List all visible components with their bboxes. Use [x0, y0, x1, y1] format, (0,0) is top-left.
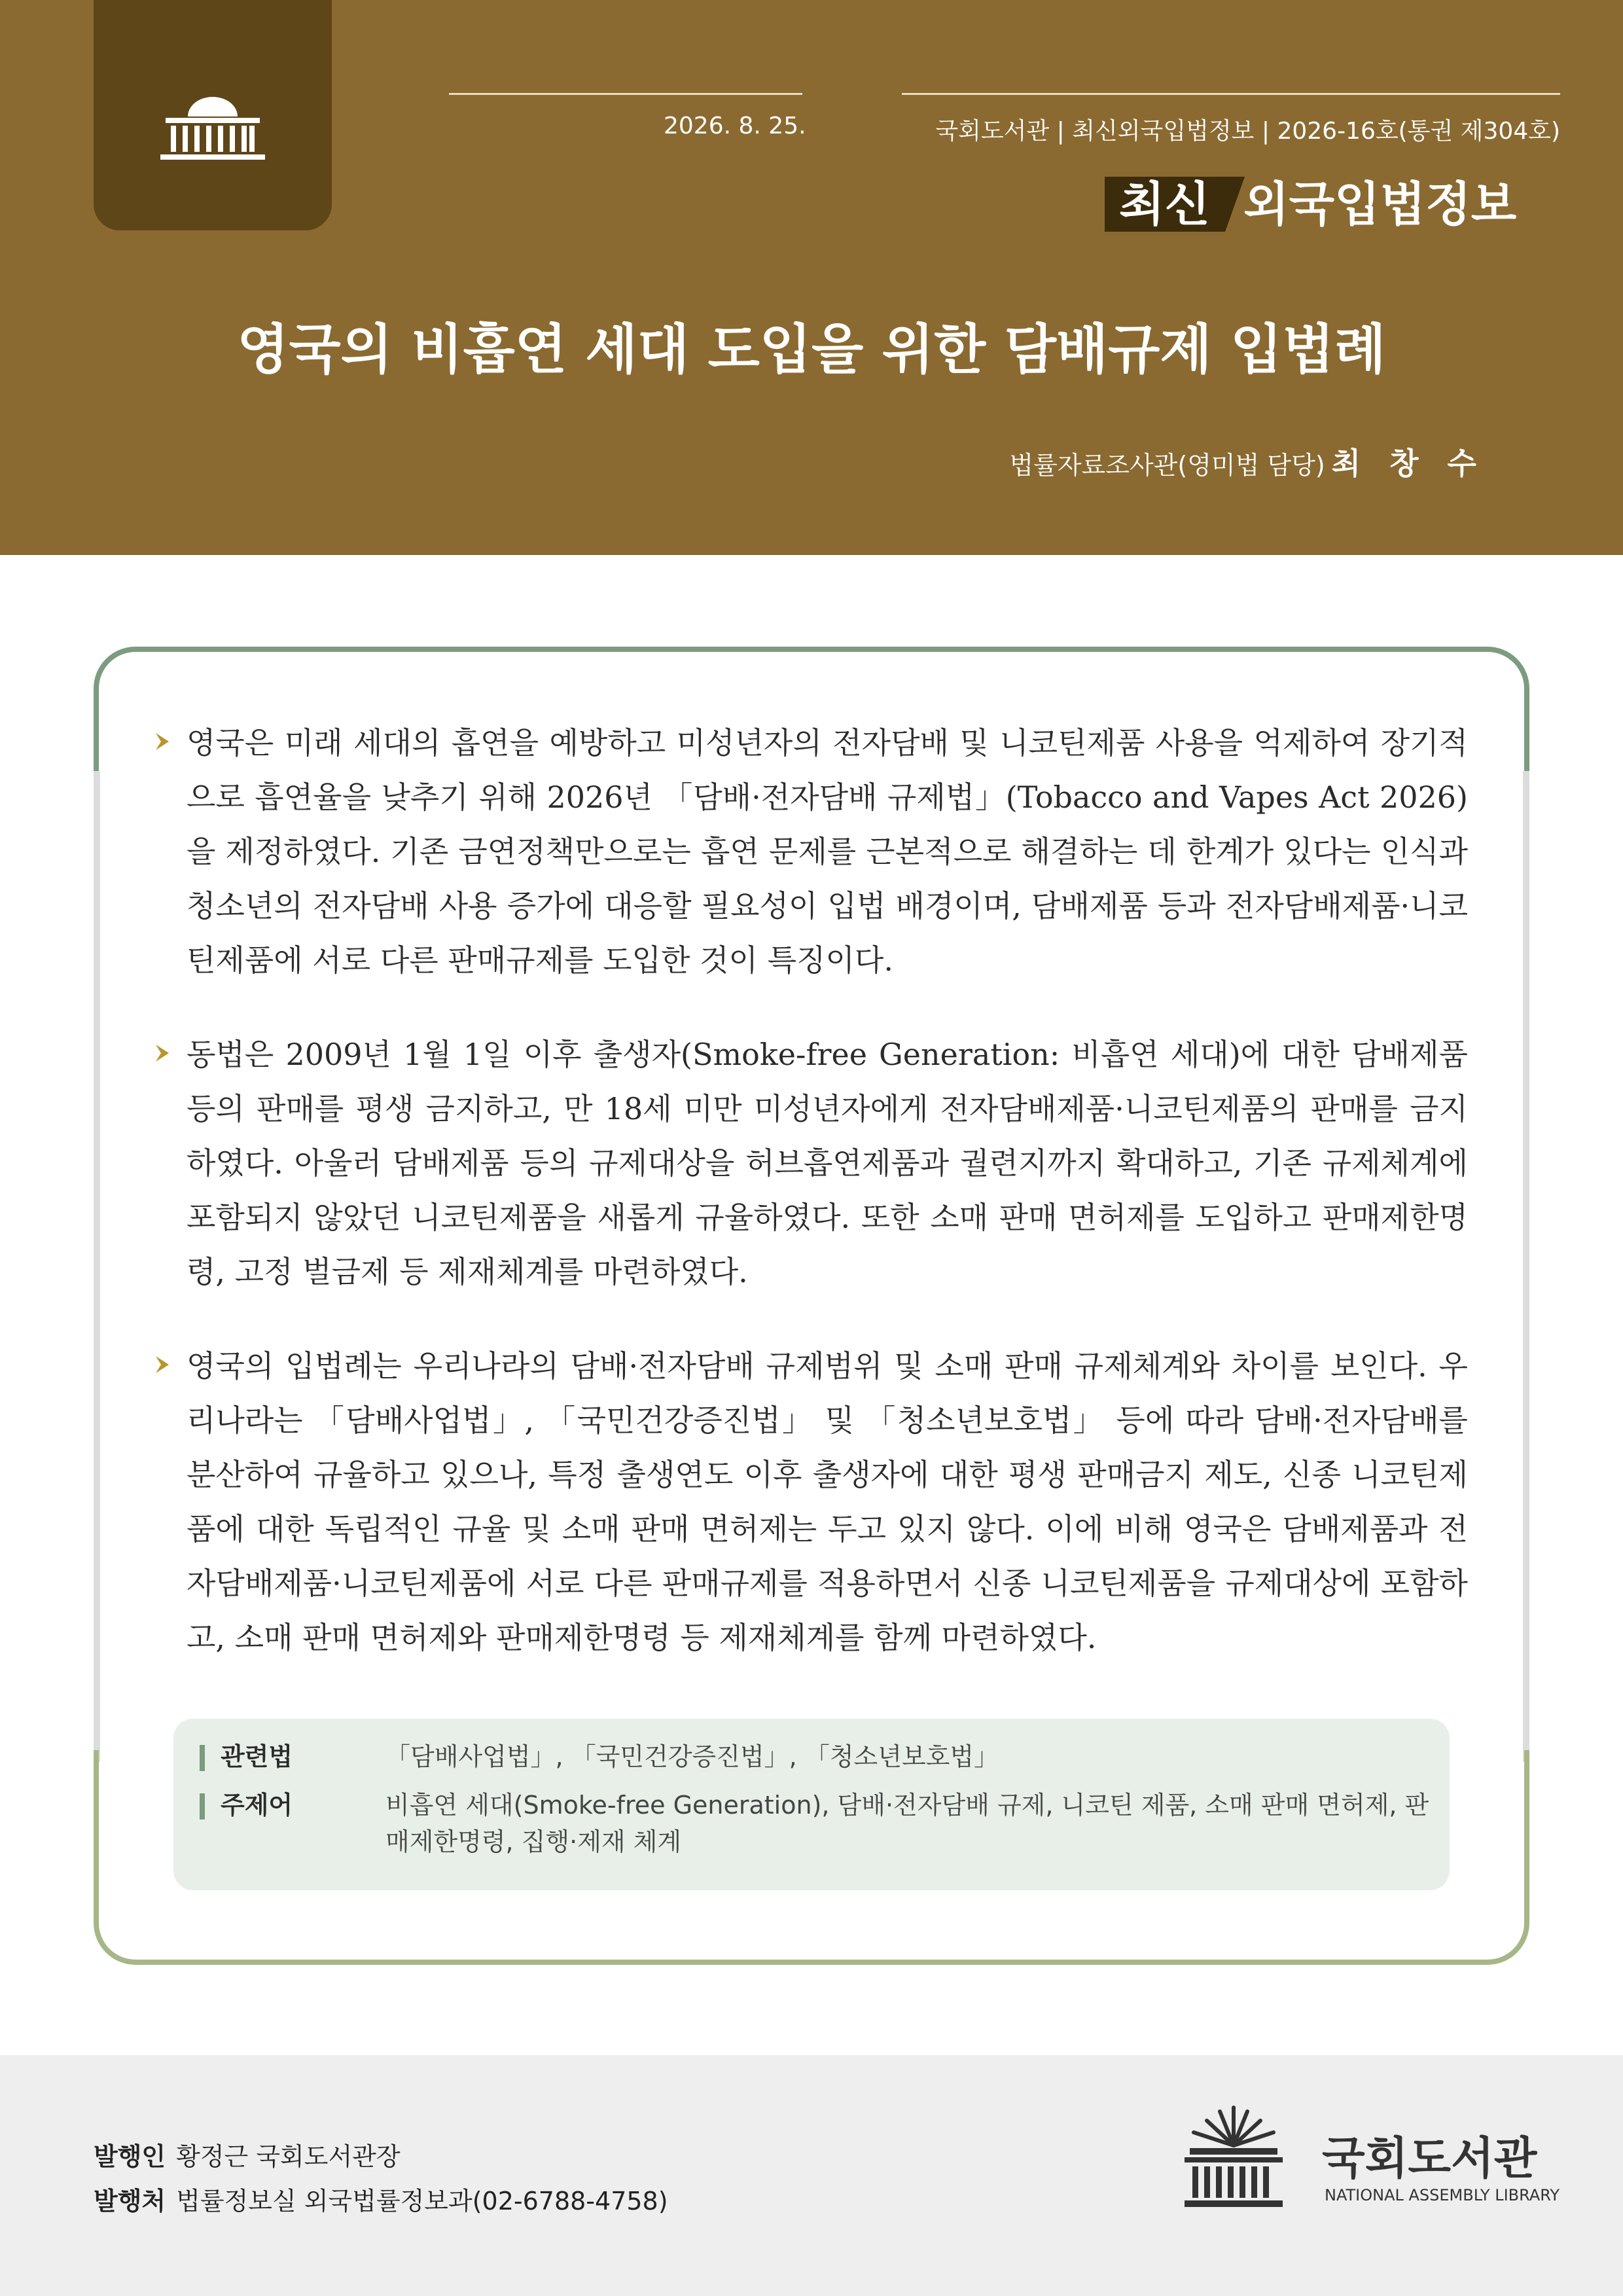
assembly-building-icon [147, 92, 278, 170]
summary-box-right-border [1523, 771, 1529, 1762]
issue-date: 2026. 8. 25. [664, 113, 806, 139]
bullet-chevron-icon [154, 1355, 171, 1374]
related-law-value: 「담배사업법」, 「국민건강증진법」, 「청소년보호법」 [385, 1742, 999, 1771]
library-name: 국회도서관 [1322, 2133, 1537, 2185]
date-rule [449, 93, 802, 95]
office-value: 법률정보실 외국법률정보과(02-6788-4758) [176, 2187, 668, 2215]
keyword-marker [200, 1793, 205, 1820]
summary-box-left-border [94, 771, 100, 1762]
brand-left-text: 최신 [1119, 177, 1211, 232]
header-banner [0, 0, 1623, 555]
issuer-label: 발행인 [94, 2142, 166, 2171]
author-role: 법률자료조사관(영미법 담당) [1009, 451, 1325, 480]
related-info-panel [173, 1719, 1450, 1890]
keyword-label: 주제어 [221, 1791, 293, 1820]
bullet-chevron-icon [154, 1043, 171, 1063]
author [1009, 440, 1486, 483]
nal-logo-icon [1178, 2102, 1289, 2214]
brand-right-text: 외국입법정보 [1243, 177, 1517, 232]
summary-paragraph-2: 동법은 2009년 1월 1일 이후 출생자(Smoke-free Generation: 비흡연 세대)에 대한 담배제품 등의 판매를 평생 금지하고, 만 18세 미만 미성년자에게 전자담배제품·니코틴제품의 판매를 금지하였다. 아울러 담배제품 등의 규제대상을 허브흡연제품과 궐련지까지 확대하고, 기존 규제체계에 포함되지 않았던 니코틴제품을 새롭게 규율하였다. 또한 소매 판매 면허제를 도입하고 판매제한명령, 고정 벌금제 등 제재체계를 마련하였다. [187, 1037, 1468, 1289]
library-name-en: NATIONAL ASSEMBLY LIBRARY [1325, 2186, 1560, 2204]
summary-paragraph-1: 영국은 미래 세대의 흡연을 예방하고 미성년자의 전자담배 및 니코틴제품 사용을 억제하여 장기적으로 흡연율을 낮추기 위해 2026년 「담배·전자담배 규제법」(Tobacco and Vapes Act 2026)을 제정하였다. 기존 금연정책만으로는 흡연 문제를 근본적으로 해결하는 데 한계가 있다는 인식과 청소년의 전자담배 사용 증가에 대응할 필요성이 입법 배경이며, 담배제품 등과 전자담배제품·니코틴제품에 서로 다른 판매규제를 도입한 것이 특징이다. [187, 725, 1468, 978]
keyword-value: 비흡연 세대(Smoke-free Generation), 담배·전자담배 규제, 니코틴 제품, 소매 판매 면허제, 판매제한명령, 집행·제재 체계 [385, 1791, 1429, 1856]
related-law-label: 관련법 [221, 1742, 293, 1771]
issuer-value: 황정근 국회도서관장 [176, 2142, 401, 2171]
author-name: 최 창 수 [1331, 446, 1486, 481]
summary-paragraph-3: 영국의 입법례는 우리나라의 담배·전자담배 규제범위 및 소매 판매 규제체계와 차이를 보인다. 우리나라는 「담배사업법」, 「국민건강증진법」 및 「청소년보호법」 등에 따라 담배·전자담배를 분산하여 규율하고 있으나, 특정 출생연도 이후 출생자에 대한 평생 판매금지 제도, 신종 니코틴제품에 대한 독립적인 규율 및 소매 판매 면허제는 두고 있지 않다. 이에 비해 영국은 담배제품과 전자담배제품·니코틴제품에 서로 다른 판매규제를 적용하면서 신종 니코틴제품을 규제대상에 포함하고, 소매 판매 면허제와 판매제한명령 등 제재체계를 함께 마련하였다. [187, 1348, 1468, 1655]
office-line [94, 2181, 668, 2217]
logo-tab [94, 0, 332, 230]
page-title: 영국의 비흡연 세대 도입을 위한 담배규제 입법례 [237, 319, 1386, 381]
related-law-marker [200, 1745, 205, 1771]
publisher-info: 국회도서관 | 최신외국입법정보 | 2026-16호(통권 제304호) [935, 118, 1560, 145]
issuer-line [94, 2136, 401, 2172]
bullet-chevron-icon [154, 732, 171, 751]
info-rule [902, 93, 1560, 95]
office-label: 발행처 [94, 2187, 166, 2215]
